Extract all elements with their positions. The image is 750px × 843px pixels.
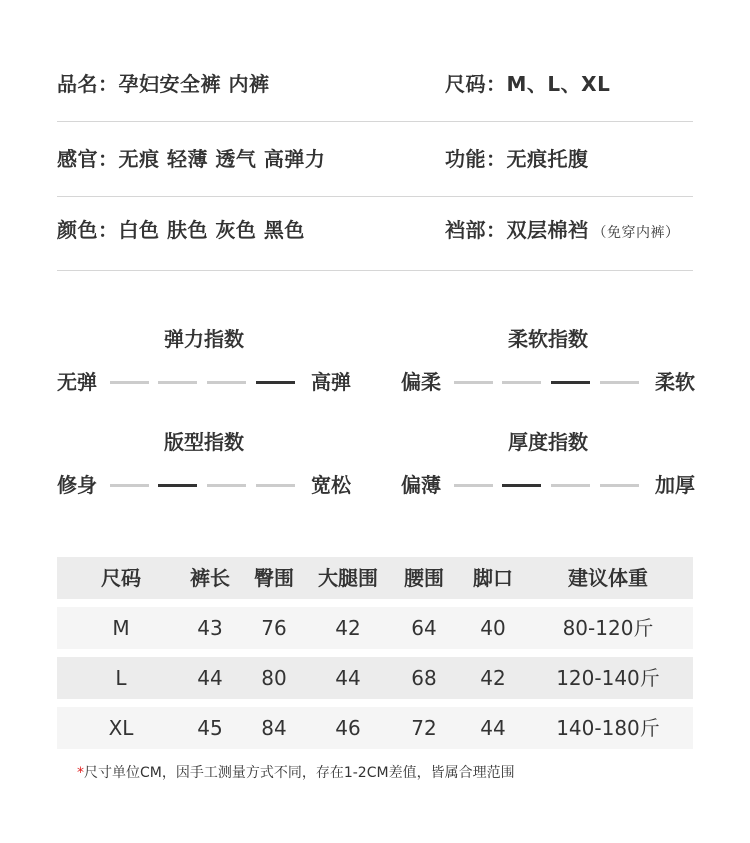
scale-low-label: 偏薄 <box>401 473 441 497</box>
index-scale <box>57 473 351 497</box>
header-size: 尺码 <box>101 566 141 590</box>
scale-high-label: 加厚 <box>655 473 695 497</box>
cell-size: M <box>112 616 130 640</box>
cell-leg-opening: 40 <box>480 616 506 640</box>
scale-low-label: 无弹 <box>57 370 97 394</box>
cell-weight: 120-140斤 <box>556 666 660 690</box>
scale-high-label: 柔软 <box>655 370 695 394</box>
scale-bar-4 <box>256 484 295 487</box>
header-weight: 建议体重 <box>568 566 648 590</box>
scale-bar-3-active <box>551 381 590 384</box>
cell-leg-opening: 42 <box>480 666 506 690</box>
index-scale <box>401 473 695 497</box>
cell-waist: 72 <box>411 716 437 740</box>
scale-bar-3 <box>551 484 590 487</box>
scale-bar-1 <box>454 381 493 384</box>
scale-high-label: 宽松 <box>311 473 351 497</box>
divider <box>57 121 693 122</box>
cell-size: L <box>115 666 127 690</box>
cell-hip: 80 <box>261 666 287 690</box>
scale-bar-1 <box>110 381 149 384</box>
index-title: 弹力指数 <box>164 327 244 351</box>
scale-bar-1 <box>454 484 493 487</box>
scale-bar-4 <box>600 484 639 487</box>
table-row <box>57 607 693 649</box>
cell-hip: 84 <box>261 716 287 740</box>
cell-thigh: 42 <box>335 616 361 640</box>
divider <box>57 196 693 197</box>
header-waist: 腰围 <box>404 566 444 590</box>
cell-leg-opening: 44 <box>480 716 506 740</box>
scale-bar-4-active <box>256 381 295 384</box>
cell-thigh: 46 <box>335 716 361 740</box>
info-row-name-size <box>57 73 693 95</box>
index-scale <box>57 370 351 394</box>
scale-high-label: 高弹 <box>311 370 351 394</box>
cell-weight: 80-120斤 <box>562 616 654 640</box>
table-row <box>57 657 693 699</box>
index-title: 柔软指数 <box>508 327 588 351</box>
cell-hip: 76 <box>261 616 287 640</box>
table-row <box>57 707 693 749</box>
cell-weight: 140-180斤 <box>556 716 660 740</box>
info-row-color-crotch <box>57 219 693 241</box>
cell-waist: 64 <box>411 616 437 640</box>
cell-size: XL <box>108 716 134 740</box>
scale-bar-2-active <box>158 484 197 487</box>
size-options: 尺码：M、L、XL <box>445 72 611 96</box>
scale-bar-3 <box>207 484 246 487</box>
scale-low-label: 修身 <box>57 473 97 497</box>
asterisk-icon: * <box>77 765 84 781</box>
scale-bar-2 <box>158 381 197 384</box>
header-thigh: 大腿围 <box>318 566 378 590</box>
crotch-note: （免穿内裤） <box>592 225 680 241</box>
cell-waist: 68 <box>411 666 437 690</box>
product-feel: 感官：无痕 轻薄 透气 高弹力 <box>57 147 326 171</box>
crotch-info: 裆部：双层棉裆 （免穿内裤） <box>445 218 680 242</box>
index-scale <box>401 370 695 394</box>
scale-bar-2-active <box>502 484 541 487</box>
cell-length: 45 <box>197 716 223 740</box>
measurement-footnote <box>77 763 515 783</box>
info-row-feel-function <box>57 148 693 170</box>
header-hip: 臀围 <box>254 566 294 590</box>
scale-bar-1 <box>110 484 149 487</box>
scale-bar-2 <box>502 381 541 384</box>
index-title: 版型指数 <box>164 430 244 454</box>
product-function: 功能：无痕托腹 <box>445 147 589 171</box>
divider <box>57 270 693 271</box>
scale-low-label: 偏柔 <box>401 370 441 394</box>
cell-length: 43 <box>197 616 223 640</box>
header-length: 裤长 <box>190 566 230 590</box>
scale-bar-3 <box>207 381 246 384</box>
header-leg-opening: 脚口 <box>473 566 513 590</box>
footnote-text: 尺寸单位CM，因手工测量方式不同，存在1-2CM差值，皆属合理范围 <box>84 765 515 781</box>
table-header-row <box>57 557 693 599</box>
cell-thigh: 44 <box>335 666 361 690</box>
product-name: 品名：孕妇安全裤 内裤 <box>57 72 270 96</box>
cell-length: 44 <box>197 666 223 690</box>
scale-bar-4 <box>600 381 639 384</box>
product-colors: 颜色：白色 肤色 灰色 黑色 <box>57 218 305 242</box>
index-title: 厚度指数 <box>508 430 588 454</box>
